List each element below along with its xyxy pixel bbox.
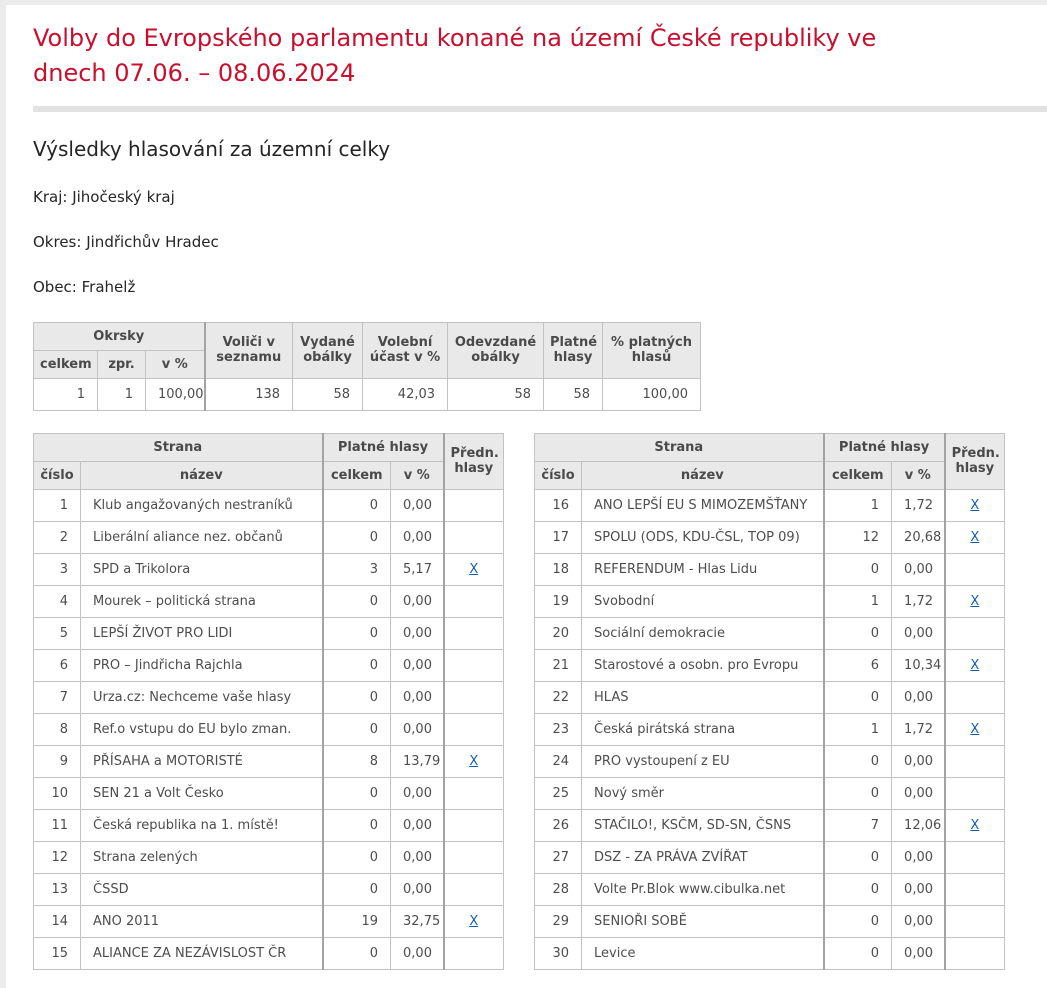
page <box>6 5 1047 988</box>
party-name: ALIANCE ZA NEZÁVISLOST ČR <box>81 937 323 969</box>
party-pref-cell <box>945 841 1005 873</box>
party-pref-cell <box>945 777 1005 809</box>
party-votes-total: 0 <box>824 745 892 777</box>
party-number: 6 <box>34 649 81 681</box>
party-number: 27 <box>535 841 582 873</box>
party-number: 11 <box>34 809 81 841</box>
party-votes-pct: 0,00 <box>391 521 444 553</box>
party-votes-pct: 0,00 <box>892 937 945 969</box>
summary-header-odevzdane: Odevzdané obálky <box>448 322 544 378</box>
party-name: Ref.o vstupu do EU bylo zman. <box>81 713 323 745</box>
party-votes-pct: 0,00 <box>892 745 945 777</box>
party-votes-total: 1 <box>824 489 892 521</box>
party-number: 1 <box>34 489 81 521</box>
party-row <box>34 745 504 777</box>
pref-votes-link[interactable]: X <box>970 657 980 673</box>
party-header-strana: Strana <box>535 433 824 461</box>
party-pref-cell <box>945 649 1005 681</box>
party-number: 7 <box>34 681 81 713</box>
party-name: Levice <box>582 937 824 969</box>
pct-platnych-value: 100,00 <box>603 378 701 410</box>
party-number: 26 <box>535 809 582 841</box>
obec-label: Obec: <box>33 277 77 296</box>
party-pref-cell <box>444 841 504 873</box>
party-pref-cell <box>444 937 504 969</box>
party-votes-pct: 0,00 <box>892 553 945 585</box>
party-number: 24 <box>535 745 582 777</box>
party-row <box>535 873 1005 905</box>
party-header-v-pct: v % <box>892 461 945 489</box>
party-table-right <box>534 433 1005 970</box>
party-votes-pct: 0,00 <box>892 905 945 937</box>
pref-votes-link[interactable]: X <box>970 529 980 545</box>
party-pref-cell <box>444 873 504 905</box>
party-header-cislo: číslo <box>535 461 582 489</box>
party-name: Nový směr <box>582 777 824 809</box>
volici-value: 138 <box>205 378 293 410</box>
party-number: 18 <box>535 553 582 585</box>
party-pref-cell <box>444 553 504 585</box>
party-header-row-2 <box>535 461 1005 489</box>
party-number: 5 <box>34 617 81 649</box>
party-name: LEPŠÍ ŽIVOT PRO LIDI <box>81 617 323 649</box>
party-header-v-pct: v % <box>391 461 444 489</box>
party-pref-cell <box>444 617 504 649</box>
party-row <box>34 521 504 553</box>
party-votes-pct: 0,00 <box>391 713 444 745</box>
party-votes-total: 0 <box>323 521 391 553</box>
summary-header-pct-platnych: % platných hlasů <box>603 322 701 378</box>
ucast-value: 42,03 <box>363 378 448 410</box>
party-votes-total: 0 <box>323 489 391 521</box>
summary-header-celkem: celkem <box>34 350 98 378</box>
party-name: REFERENDUM - Hlas Lidu <box>582 553 824 585</box>
summary-header-row-1 <box>34 322 701 350</box>
party-number: 23 <box>535 713 582 745</box>
party-pref-cell <box>945 521 1005 553</box>
party-header-row-1 <box>34 433 504 461</box>
party-header-row-2 <box>34 461 504 489</box>
party-votes-pct: 10,34 <box>892 649 945 681</box>
party-name: PRO vystoupení z EU <box>582 745 824 777</box>
party-name: DSZ - ZA PRÁVA ZVÍŘAT <box>582 841 824 873</box>
party-votes-total: 0 <box>824 841 892 873</box>
party-number: 25 <box>535 777 582 809</box>
party-number: 21 <box>535 649 582 681</box>
party-pref-cell <box>945 585 1005 617</box>
summary-table <box>33 322 701 411</box>
platne-hlasy-value: 58 <box>544 378 603 410</box>
summary-header-zpr: zpr. <box>98 350 146 378</box>
region-line-okres <box>33 233 1047 251</box>
party-votes-total: 0 <box>824 905 892 937</box>
party-header-predn-hlasy: Předn. hlasy <box>444 433 504 489</box>
party-votes-total: 1 <box>824 713 892 745</box>
party-number: 13 <box>34 873 81 905</box>
party-votes-pct: 0,00 <box>391 489 444 521</box>
party-header-row-1 <box>535 433 1005 461</box>
party-name: Sociální demokracie <box>582 617 824 649</box>
party-tables-container <box>33 433 1047 970</box>
party-pref-cell <box>945 489 1005 521</box>
party-row <box>535 745 1005 777</box>
party-name: Volte Pr.Blok www.cibulka.net <box>582 873 824 905</box>
party-pref-cell <box>945 713 1005 745</box>
party-name: PŘÍSAHA a MOTORISTÉ <box>81 745 323 777</box>
party-votes-total: 3 <box>323 553 391 585</box>
party-name: Česká republika na 1. místě! <box>81 809 323 841</box>
party-row <box>535 777 1005 809</box>
summary-data-row <box>34 378 701 410</box>
party-name: Strana zelených <box>81 841 323 873</box>
summary-header-v-pct: v % <box>146 350 205 378</box>
party-pref-cell <box>444 681 504 713</box>
party-votes-total: 0 <box>824 937 892 969</box>
party-votes-total: 0 <box>323 617 391 649</box>
okrsky-zpr-value: 1 <box>98 378 146 410</box>
party-name: Svobodní <box>582 585 824 617</box>
party-pref-cell <box>444 585 504 617</box>
party-name: Urza.cz: Nechceme vaše hlasy <box>81 681 323 713</box>
party-name: ČSSD <box>81 873 323 905</box>
party-name: SPD a Trikolora <box>81 553 323 585</box>
party-row <box>535 649 1005 681</box>
party-name: SENIOŘI SOBĚ <box>582 905 824 937</box>
kraj-value: Jihočeský kraj <box>72 187 175 206</box>
pref-votes-link[interactable]: X <box>469 913 479 929</box>
party-name: ANO 2011 <box>81 905 323 937</box>
okrsky-pct-value: 100,00 <box>146 378 205 410</box>
party-number: 8 <box>34 713 81 745</box>
party-pref-cell <box>444 649 504 681</box>
party-votes-total: 0 <box>323 841 391 873</box>
party-number: 9 <box>34 745 81 777</box>
party-pref-cell <box>444 521 504 553</box>
party-name: PRO – Jindřicha Rajchla <box>81 649 323 681</box>
party-number: 14 <box>34 905 81 937</box>
okrsky-celkem-value: 1 <box>34 378 98 410</box>
party-header-platne-hlasy: Platné hlasy <box>824 433 945 461</box>
party-row <box>34 585 504 617</box>
party-name: Klub angažovaných nestraníků <box>81 489 323 521</box>
party-number: 3 <box>34 553 81 585</box>
party-row <box>34 937 504 969</box>
party-votes-total: 8 <box>323 745 391 777</box>
region-line-obec <box>33 278 1047 296</box>
party-row <box>34 905 504 937</box>
party-pref-cell <box>444 489 504 521</box>
party-pref-cell <box>444 713 504 745</box>
party-votes-pct: 1,72 <box>892 713 945 745</box>
party-votes-pct: 0,00 <box>892 841 945 873</box>
party-votes-pct: 20,68 <box>892 521 945 553</box>
party-votes-pct: 1,72 <box>892 585 945 617</box>
party-votes-pct: 0,00 <box>391 937 444 969</box>
party-row <box>535 937 1005 969</box>
party-votes-pct: 0,00 <box>892 617 945 649</box>
kraj-label: Kraj: <box>33 187 68 206</box>
party-name: Mourek – politická strana <box>81 585 323 617</box>
okres-label: Okres: <box>33 232 82 251</box>
party-row <box>535 809 1005 841</box>
party-votes-total: 0 <box>323 649 391 681</box>
party-votes-total: 19 <box>323 905 391 937</box>
party-votes-total: 0 <box>824 873 892 905</box>
region-line-kraj <box>33 188 1047 206</box>
party-header-celkem: celkem <box>824 461 892 489</box>
party-pref-cell <box>945 873 1005 905</box>
party-number: 20 <box>535 617 582 649</box>
okres-value: Jindřichův Hradec <box>86 232 219 251</box>
party-row <box>535 585 1005 617</box>
party-pref-cell <box>945 681 1005 713</box>
title-divider <box>33 106 1047 112</box>
party-pref-cell <box>945 937 1005 969</box>
summary-header-ucast: Volební účast v % <box>363 322 448 378</box>
party-name: SPOLU (ODS, KDU-ČSL, TOP 09) <box>582 521 824 553</box>
party-number: 28 <box>535 873 582 905</box>
party-votes-pct: 0,00 <box>892 873 945 905</box>
party-votes-pct: 0,00 <box>391 809 444 841</box>
party-number: 10 <box>34 777 81 809</box>
pref-votes-link[interactable]: X <box>970 721 980 737</box>
party-votes-pct: 0,00 <box>391 681 444 713</box>
party-number: 2 <box>34 521 81 553</box>
party-votes-pct: 0,00 <box>391 585 444 617</box>
party-row <box>34 777 504 809</box>
party-pref-cell <box>945 553 1005 585</box>
party-votes-pct: 0,00 <box>391 617 444 649</box>
party-votes-total: 0 <box>824 617 892 649</box>
party-votes-total: 0 <box>323 809 391 841</box>
party-votes-pct: 12,06 <box>892 809 945 841</box>
party-pref-cell <box>444 905 504 937</box>
section-heading: Výsledky hlasování za územní celky <box>33 136 391 161</box>
party-pref-cell <box>945 617 1005 649</box>
party-pref-cell <box>444 809 504 841</box>
party-pref-cell <box>945 745 1005 777</box>
party-number: 16 <box>535 489 582 521</box>
party-row <box>535 681 1005 713</box>
party-row <box>34 489 504 521</box>
party-number: 15 <box>34 937 81 969</box>
party-number: 17 <box>535 521 582 553</box>
party-name: ANO LEPŠÍ EU S MIMOZEMŠŤANY <box>582 489 824 521</box>
party-header-cislo: číslo <box>34 461 81 489</box>
party-name: HLAS <box>582 681 824 713</box>
party-votes-total: 0 <box>323 681 391 713</box>
party-votes-pct: 0,00 <box>391 649 444 681</box>
party-row <box>535 553 1005 585</box>
party-votes-total: 0 <box>824 777 892 809</box>
party-row <box>535 617 1005 649</box>
party-votes-pct: 32,75 <box>391 905 444 937</box>
vydane-obalky-value: 58 <box>293 378 363 410</box>
party-row <box>535 905 1005 937</box>
party-row <box>34 809 504 841</box>
party-votes-pct: 0,00 <box>391 841 444 873</box>
party-name: Liberální aliance nez. občanů <box>81 521 323 553</box>
summary-header-vydane: Vydané obálky <box>293 322 363 378</box>
party-votes-total: 6 <box>824 649 892 681</box>
party-row <box>535 521 1005 553</box>
party-votes-total: 0 <box>323 777 391 809</box>
party-pref-cell <box>945 905 1005 937</box>
party-number: 12 <box>34 841 81 873</box>
party-name: Starostové a osobn. pro Evropu <box>582 649 824 681</box>
party-pref-cell <box>945 809 1005 841</box>
party-votes-total: 0 <box>323 585 391 617</box>
party-name: Česká pirátská strana <box>582 713 824 745</box>
party-header-strana: Strana <box>34 433 323 461</box>
party-row <box>34 553 504 585</box>
party-votes-pct: 5,17 <box>391 553 444 585</box>
party-votes-total: 0 <box>824 681 892 713</box>
party-votes-total: 1 <box>824 585 892 617</box>
party-votes-total: 0 <box>824 553 892 585</box>
pref-votes-link[interactable]: X <box>970 817 980 833</box>
party-header-celkem: celkem <box>323 461 391 489</box>
party-number: 30 <box>535 937 582 969</box>
party-name: SEN 21 a Volt Česko <box>81 777 323 809</box>
party-row <box>535 841 1005 873</box>
party-row <box>34 713 504 745</box>
party-votes-total: 12 <box>824 521 892 553</box>
party-number: 4 <box>34 585 81 617</box>
party-votes-pct: 0,00 <box>892 681 945 713</box>
party-name: STAČILO!, KSČM, SD-SN, ČSNS <box>582 809 824 841</box>
pref-votes-link[interactable]: X <box>469 753 479 769</box>
pref-votes-link[interactable]: X <box>970 497 980 513</box>
party-votes-total: 0 <box>323 713 391 745</box>
party-row <box>34 649 504 681</box>
party-votes-pct: 13,79 <box>391 745 444 777</box>
odevzdane-obalky-value: 58 <box>448 378 544 410</box>
party-header-nazev: název <box>81 461 323 489</box>
party-row <box>535 489 1005 521</box>
party-row <box>34 617 504 649</box>
party-votes-pct: 0,00 <box>892 777 945 809</box>
page-title: Volby do Evropského parlamentu konané na území České republiky ve dnech 07.06. – 08.06.2024 <box>33 24 877 87</box>
party-header-nazev: název <box>582 461 824 489</box>
party-row <box>34 873 504 905</box>
party-votes-pct: 1,72 <box>892 489 945 521</box>
party-votes-pct: 0,00 <box>391 777 444 809</box>
party-number: 22 <box>535 681 582 713</box>
party-pref-cell <box>444 777 504 809</box>
party-number: 29 <box>535 905 582 937</box>
party-votes-pct: 0,00 <box>391 873 444 905</box>
party-votes-total: 0 <box>323 937 391 969</box>
party-table-left <box>33 433 504 970</box>
party-votes-total: 0 <box>323 873 391 905</box>
summary-header-okrsky: Okrsky <box>34 322 205 350</box>
party-row <box>535 713 1005 745</box>
summary-header-volici: Voliči v seznamu <box>205 322 293 378</box>
party-row <box>34 681 504 713</box>
party-row <box>34 841 504 873</box>
party-votes-total: 7 <box>824 809 892 841</box>
party-header-predn-hlasy: Předn. hlasy <box>945 433 1005 489</box>
summary-header-platne: Platné hlasy <box>544 322 603 378</box>
party-header-platne-hlasy: Platné hlasy <box>323 433 444 461</box>
obec-value: Frahelž <box>81 277 136 296</box>
pref-votes-link[interactable]: X <box>469 561 479 577</box>
pref-votes-link[interactable]: X <box>970 593 980 609</box>
party-number: 19 <box>535 585 582 617</box>
party-pref-cell <box>444 745 504 777</box>
